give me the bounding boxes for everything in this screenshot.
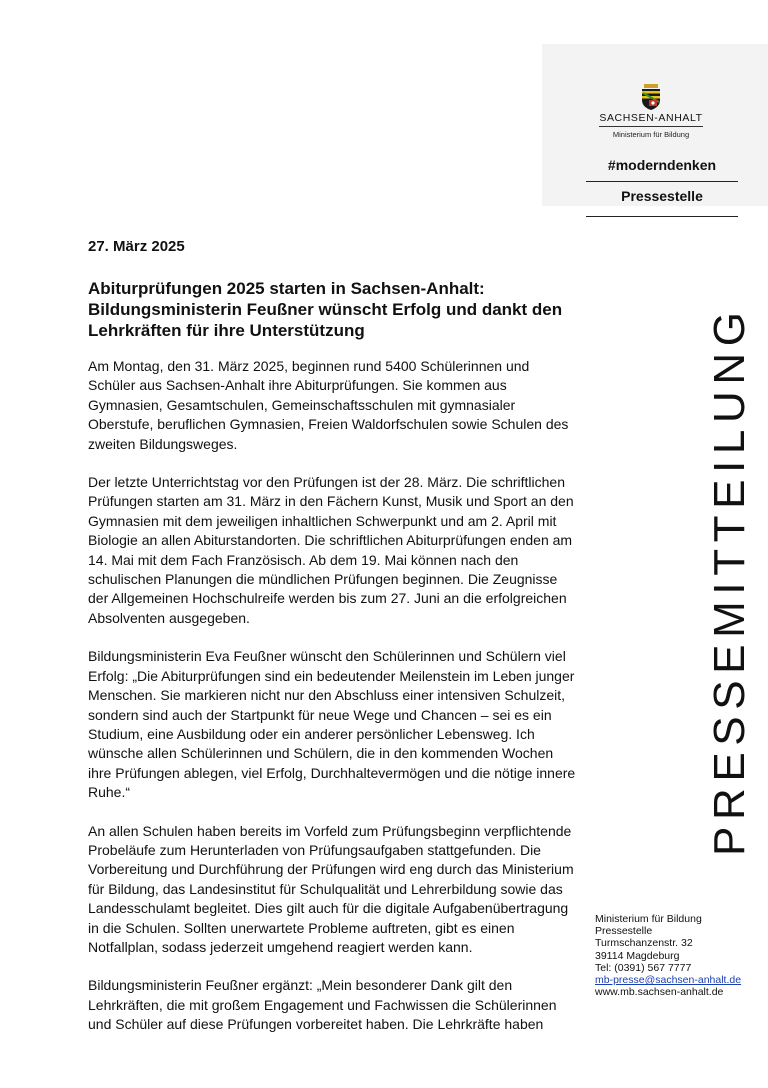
- paragraph: Am Montag, den 31. März 2025, beginnen rund 5400 Schülerinnen und Schüler aus Sachsen-Anhalt ihre Abiturprüfungen. Sie kommen aus Gymnasien, Gesamtschulen, Gemeinschaftsschulen mit gymnasialer Oberstufe, beruflichen Gymnasien, Freien Waldorfschulen sowie Schulen des zweiten Bildungsweges.: [88, 358, 569, 452]
- contact-street: Turmschanzenstr. 32: [595, 937, 693, 950]
- contact-website[interactable]: www.mb.sachsen-anhalt.de: [595, 986, 724, 999]
- ministry-logo: [586, 84, 716, 139]
- contact-email-link[interactable]: mb-presse@sachsen-anhalt.de: [595, 974, 742, 987]
- logo-divider: [599, 126, 703, 127]
- paragraph: Der letzte Unterrichtstag vor den Prüfungen ist der 28. März. Die schriftlichen Prüfungen starten am 31. März in den Fächern Kunst, Musik und Sport an den Gymnasien mit dem jeweiligen inhaltlichen Schwerpunkt und am 2. April mit Biologie an allen Abiturstandorten. Die schriftlichen Abiturprüfungen enden am 14. Mai mit dem Fach Französisch. Ab dem 19. Mai können nach den schulischen Planungen die mündlichen Prüfungen beginnen. Die Zeugnisse der Allgemeinen Hochschulreife werden bis zum 27. Juni an die erfolgreichen Absolventen ausgegeben.: [88, 474, 574, 626]
- hashtag: #moderndenken: [607, 157, 717, 173]
- coat-of-arms-icon: [640, 84, 662, 110]
- article-body: [88, 357, 578, 1054]
- contact-office: Pressestelle: [595, 925, 653, 938]
- contact-ministry: Ministerium für Bildung: [595, 913, 702, 925]
- paragraph: Bildungsministerin Feußner ergänzt: „Mein besonderer Dank gilt den Lehrkräften, die mit großem Engagement und Fachwissen die Schülerinnen und Schüler auf diese Prüfungen vorbereitet haben. Die Lehrkräfte haben: [88, 977, 557, 1033]
- paragraph: Bildungsministerin Eva Feußner wünscht den Schülerinnen und Schülern viel Erfolg: „Die Abiturprüfungen sind ein bedeutender Meilenstein im Leben junger Menschen. Sie markieren nicht nur den Abschluss einer intensiven Schulzeit, sondern sind auch der Startpunkt für neue Wege und Chancen – sei es ein Studium, eine Ausbildung oder ein anderer persönlicher Lebensweg. Ich wünsche allen Schülerinnen und Schülern, die in den kommenden Wochen ihre Prüfungen ablegen, viel Erfolg, Durchhaltevermögen und die nötige innere Ruhe.“: [88, 648, 576, 801]
- contact-block: [595, 913, 765, 998]
- vertical-title: PRESSEMITTEILUNG: [705, 305, 754, 856]
- paragraph: An allen Schulen haben bereits im Vorfeld zum Prüfungsbeginn verpflichtende Probeläufe zum Herunterladen von Prüfungsaufgaben stattgefunden. Die Vorbereitung und Durchführung der Prüfungen wird eng durch das Ministerium für Bildung, das Landesinstitut für Schulqualität und Lehrerbildung sowie das Landesschulamt begleitet. Dies gilt auch für die digitale Aufgabenübertragung in die Schulen. Sollten unerwartete Probleme auftreten, gibt es einen Notfallplan, sodass jederzeit umgehend reagiert werden kann.: [88, 822, 574, 955]
- contact-phone: Tel: (0391) 567 7777: [595, 961, 692, 974]
- divider-top: [586, 181, 738, 182]
- logo-name: SACHSEN-ANHALT: [599, 112, 703, 124]
- release-date: 27. März 2025: [88, 238, 185, 255]
- headline: Abiturprüfungen 2025 starten in Sachsen-Anhalt: Bildungsministerin Feußner wünscht Erfolg und dankt den Lehrkräften für ihre Unterstützung: [88, 279, 563, 340]
- logo-subtitle: Ministerium für Bildung: [612, 130, 690, 139]
- pressestelle-label: Pressestelle: [621, 188, 703, 204]
- divider-bottom: [586, 216, 738, 217]
- vertical-title-block: [656, 240, 754, 860]
- contact-city: 39114 Magdeburg: [595, 949, 680, 962]
